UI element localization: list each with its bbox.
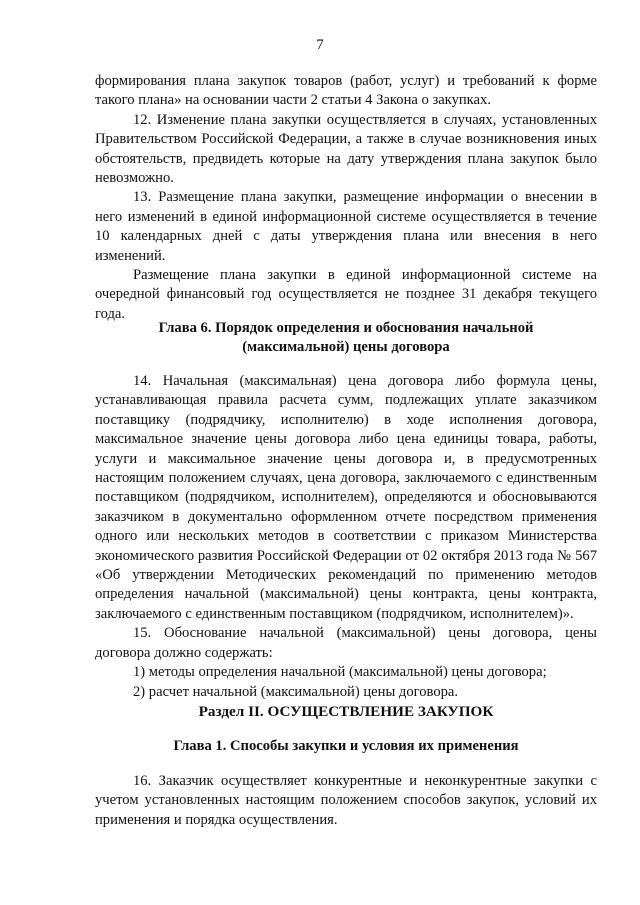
paragraph-16: 16. Заказчик осуществляет конкурентные и неконкурентные закупки с учетом установленных настоящим положением способов закупок, условий их применения и порядка осуществления.	[95, 773, 597, 828]
text-block-middle	[95, 372, 597, 702]
page-number: 7	[316, 37, 324, 53]
chapter-6-title-line-1: Глава 6. Порядок определения и обоснования начальной	[158, 320, 534, 336]
chapter-6-title-line-2: (максимальной) цены договора	[242, 339, 450, 356]
text-block-top	[95, 72, 597, 324]
list-item-1: 1) методы определения начальной (максимальной) цены договора;	[133, 664, 547, 681]
chapter-1-heading	[95, 737, 597, 756]
paragraph-12: 12. Изменение плана закупки осуществляется в случаях, установленных Правительством Российской Федерации, а также в случае возникновения иных обстоятельств, предвидеть которые на дату утверждения плана закупок было невозможно.	[95, 111, 597, 187]
paragraph-13-placement: Размещение плана закупки в единой информационной системе на очередной финансовый год осуществляется не позднее 31 декабря текущего года.	[95, 267, 597, 322]
paragraph-14: 14. Начальная (максимальная) цена договора либо формула цены, устанавливающая правила расчета сумм, подлежащих уплате заказчиком поставщику (подрядчику, исполнителю) в ходе исполнения договора, максимальное значение цены договора либо цена единицы товара, работы, услуги и максимальное значение цены договора и, в предусмотренных настоящим положением случаях, цена договора, заключаемого с единственным поставщиком (подрядчиком, исполнителем), определяются и обосновываются заказчиком в документально оформленном отчете посредством применения одного или нескольких методов в соответствии с приказом Министерства экономического развития Российской Федерации от 02 октября 2013 года № 567 «Об утверждении Методических рекомендаций по применению методов определения начальной (максимальной) цены контракта, цены контракта, заключаемого с единственным поставщиком (подрядчиком, исполнителем)».	[95, 373, 597, 622]
chapter-6-heading	[95, 319, 597, 358]
list-item-2: 2) расчет начальной (максимальной) цены договора.	[133, 683, 459, 700]
chapter-1-title: Глава 1. Способы закупки и условия их применения	[173, 738, 519, 754]
text-block-bottom	[95, 772, 597, 830]
paragraph-13: 13. Размещение плана закупки, размещение информации о внесении в него изменений в единой информационной системе осуществляется в течение 10 календарных дней с даты утверждения плана или внесения в него изменений.	[95, 189, 597, 264]
section-2-heading	[95, 702, 597, 721]
section-2-title: Раздел II. ОСУЩЕСТВЛЕНИЕ ЗАКУПОК	[198, 703, 494, 720]
paragraph-continuation: формирования плана закупок товаров (работ, услуг) и требований к форме такого плана» на основании части 2 статьи 4 Закона о закупках.	[95, 73, 597, 109]
paragraph-15: 15. Обоснование начальной (максимальной) цены договора, цены договора должно содержать:	[95, 625, 597, 661]
